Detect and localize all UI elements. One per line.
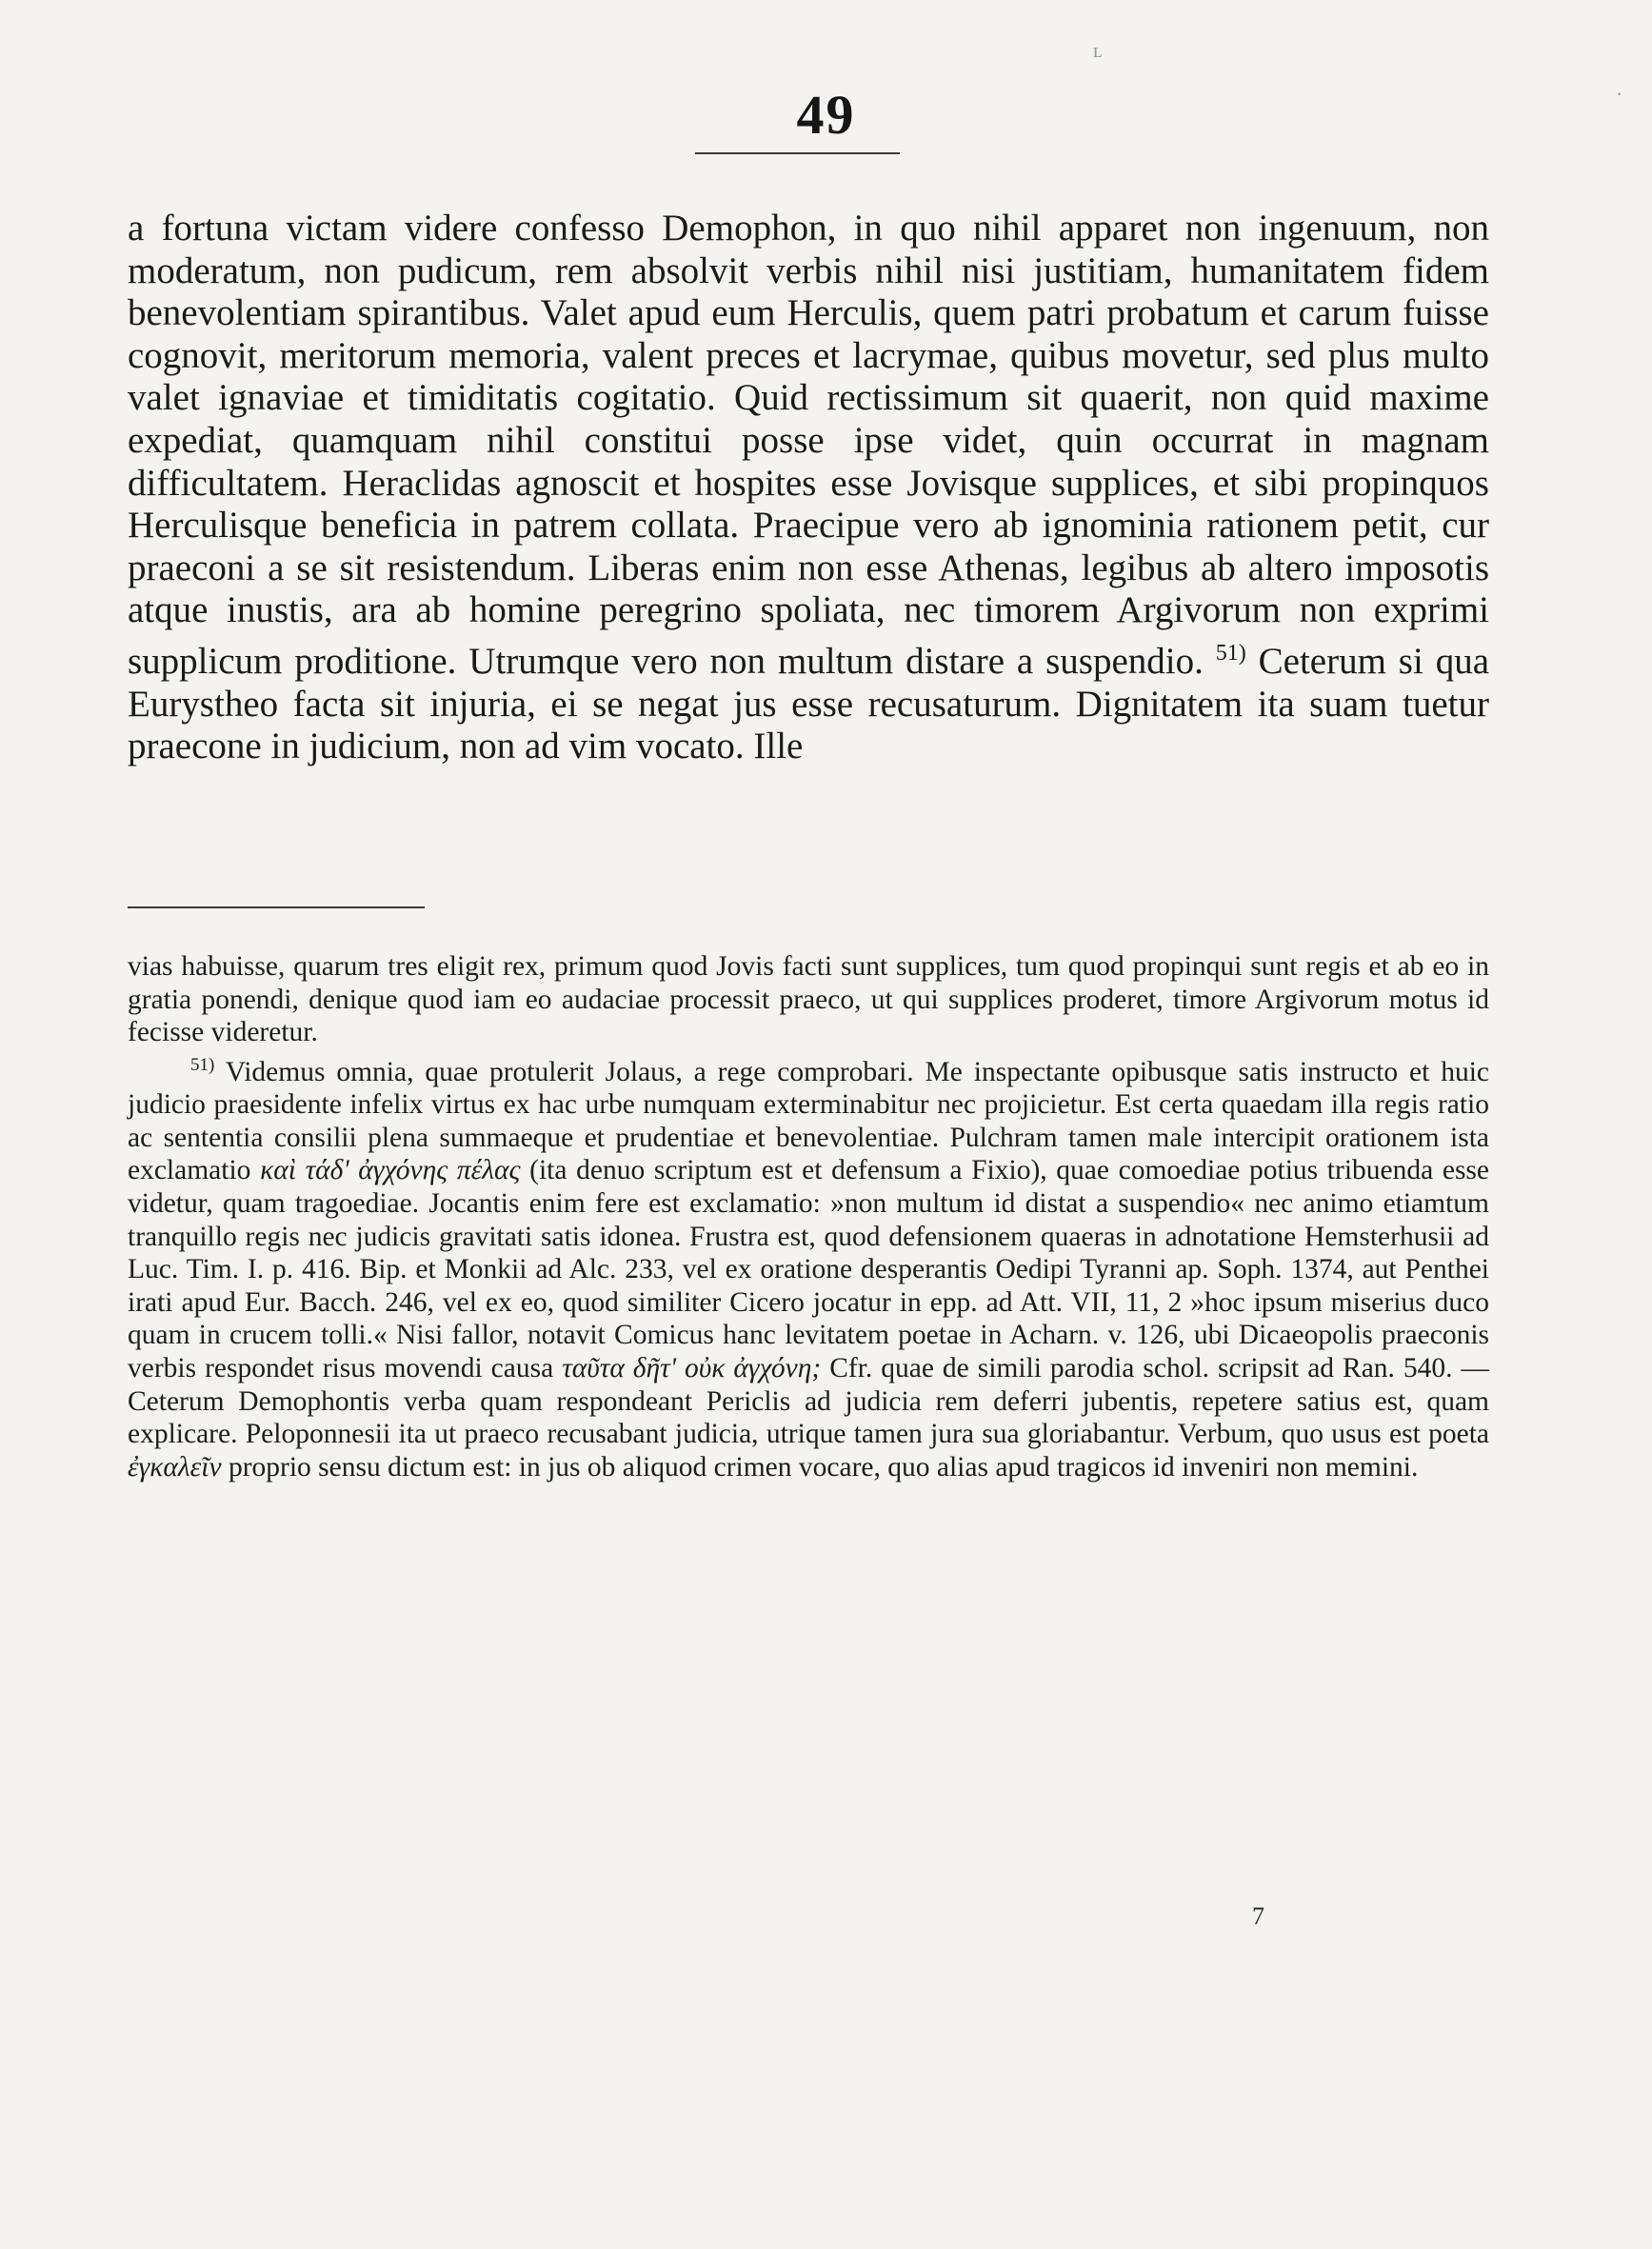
footnote-51-marker: 51) bbox=[190, 1054, 215, 1075]
footnotes bbox=[128, 950, 1489, 1483]
footnote-ref-51: 51) bbox=[1215, 640, 1246, 666]
main-paragraph-end: Ceterum si qua Eurystheo facta sit injuria, ei se negat jus esse recusaturum. Dignitatem ita suam tuetur praecone in judicium, non ad vim vocato. Ille bbox=[128, 640, 1490, 767]
page-number: 49 bbox=[796, 84, 856, 146]
footnote-51-greek2: ταῦτα δῆτ' οὐκ ἀγχόνη; bbox=[562, 1352, 822, 1383]
footnote-51-greek3: ἐγκαλεῖν bbox=[128, 1451, 222, 1483]
footnote-continuation: vias habuisse, quarum tres eligit rex, primum quod Jovis facti sunt supplices, tum quod propinqui sunt regis et ab eo in gratia ponendi, denique quod iam eo audaciae processit praeco, ut qui supplices proderet, timore Argivorum motus id fecisse videretur. bbox=[128, 951, 1489, 1048]
footnote-51-part3: Cfr. quae de simili parodia schol. scripsit ad Ran. 540. — Ceterum Demophontis verba quam respondeant Periclis ad judicia rem deferri jubentis, repetere satius est, quam explicare. Peloponnesii ita ut praeco recusabant judicia, utrique tamen jura sua gloriabantur. Verbum, quo usus est poeta bbox=[128, 1352, 1490, 1450]
main-paragraph-text: a fortuna victam videre confesso Demophon, in quo nihil apparet non ingenuum, non moderatum, non pudicum, rem absolvit verbis nihil nisi justitiam, humanitatem fidem benevolentiam spirantibus. Valet apud eum Herculis, quem patri probatum et carum fuisse cognovit, meritorum memoria, valent preces et lacrymae, quibus movetur, sed plus multo valet ignaviae et timiditatis cogitatio. Quid rectissimum sit quaerit, non quid maxime expediat, quamquam nihil constitui posse ipse videt, quin occurrat in magnam difficultatem. Heraclidas agnoscit et hospites esse Jovisque supplices, et sibi propinquos Herculisque beneficia in patrem collata. Praecipue vero ab ignominia rationem petit, cur praeconi a se sit resistendum. Liberas enim non esse Athenas, legibus ab altero imposotis atque inustis, ara ab homine peregrino spoliata, nec timorem Argivorum non exprimi supplicum proditione. Utrumque vero non multum distare a suspendio. bbox=[128, 208, 1489, 682]
main-text bbox=[128, 208, 1489, 768]
paper-speck: · bbox=[1616, 82, 1623, 106]
paper-speck: ʟ bbox=[1093, 38, 1103, 62]
footnote-51-part1: Videmus omnia, quae protulerit Jolaus, a rege comprobari. Me inspectante opibusque satis instructo et huic judicio praesidente infelix virtus ex hac urbe numquam exterminabitur nec projicietur. Est certa quaedam illa regis ratio ac sententia consilii plena summaeque et prudentiae et benevolentiae. Pulchram tamen male intercipit orationem ista exclamatio bbox=[128, 1056, 1490, 1186]
main-paragraph bbox=[128, 208, 1489, 768]
page-header bbox=[0, 84, 1652, 146]
footnote-51 bbox=[128, 1049, 1489, 1484]
footnote-rule bbox=[128, 906, 425, 908]
signature-mark: 7 bbox=[1252, 1902, 1264, 1930]
footnote-51-part4: proprio sensu dictum est: in jus ob aliquod crimen vocare, quo alias apud tragicos id inveniri non memini. bbox=[228, 1451, 1419, 1483]
footnote-51-greek1: καὶ τάδ' ἀγχόνης πέλας bbox=[260, 1155, 521, 1186]
footnote-51-part2: (ita denuo scriptum est et defensum a Fixio), quae comoediae potius tribuenda esse videtur, quam tragoediae. Jocantis enim fere est exclamatio: »non multum id distat a suspendio« nec animo etiamtum tranquillo regis nec judicis gravitati satis idonea. Frustra est, quod defensionem quaeras in adnotatione Hemsterhusii ad Luc. Tim. I. p. 416. Bip. et Monkii ad Alc. 233, vel ex oratione desperantis Oedipi Tyranni ap. Soph. 1374, aut Penthei irati apud Eur. Bacch. 246, vel ex eo, quod similiter Cicero jocatur in epp. ad Att. VII, 11, 2 »hoc ipsum miserius duco quam in crucem tolli.« Nisi fallor, notavit Comicus hanc levitatem poetae in Acharn. v. 126, ubi Dicaeopolis praeconis verbis respondet risus movendi causa bbox=[128, 1155, 1490, 1383]
header-rule bbox=[695, 152, 900, 154]
